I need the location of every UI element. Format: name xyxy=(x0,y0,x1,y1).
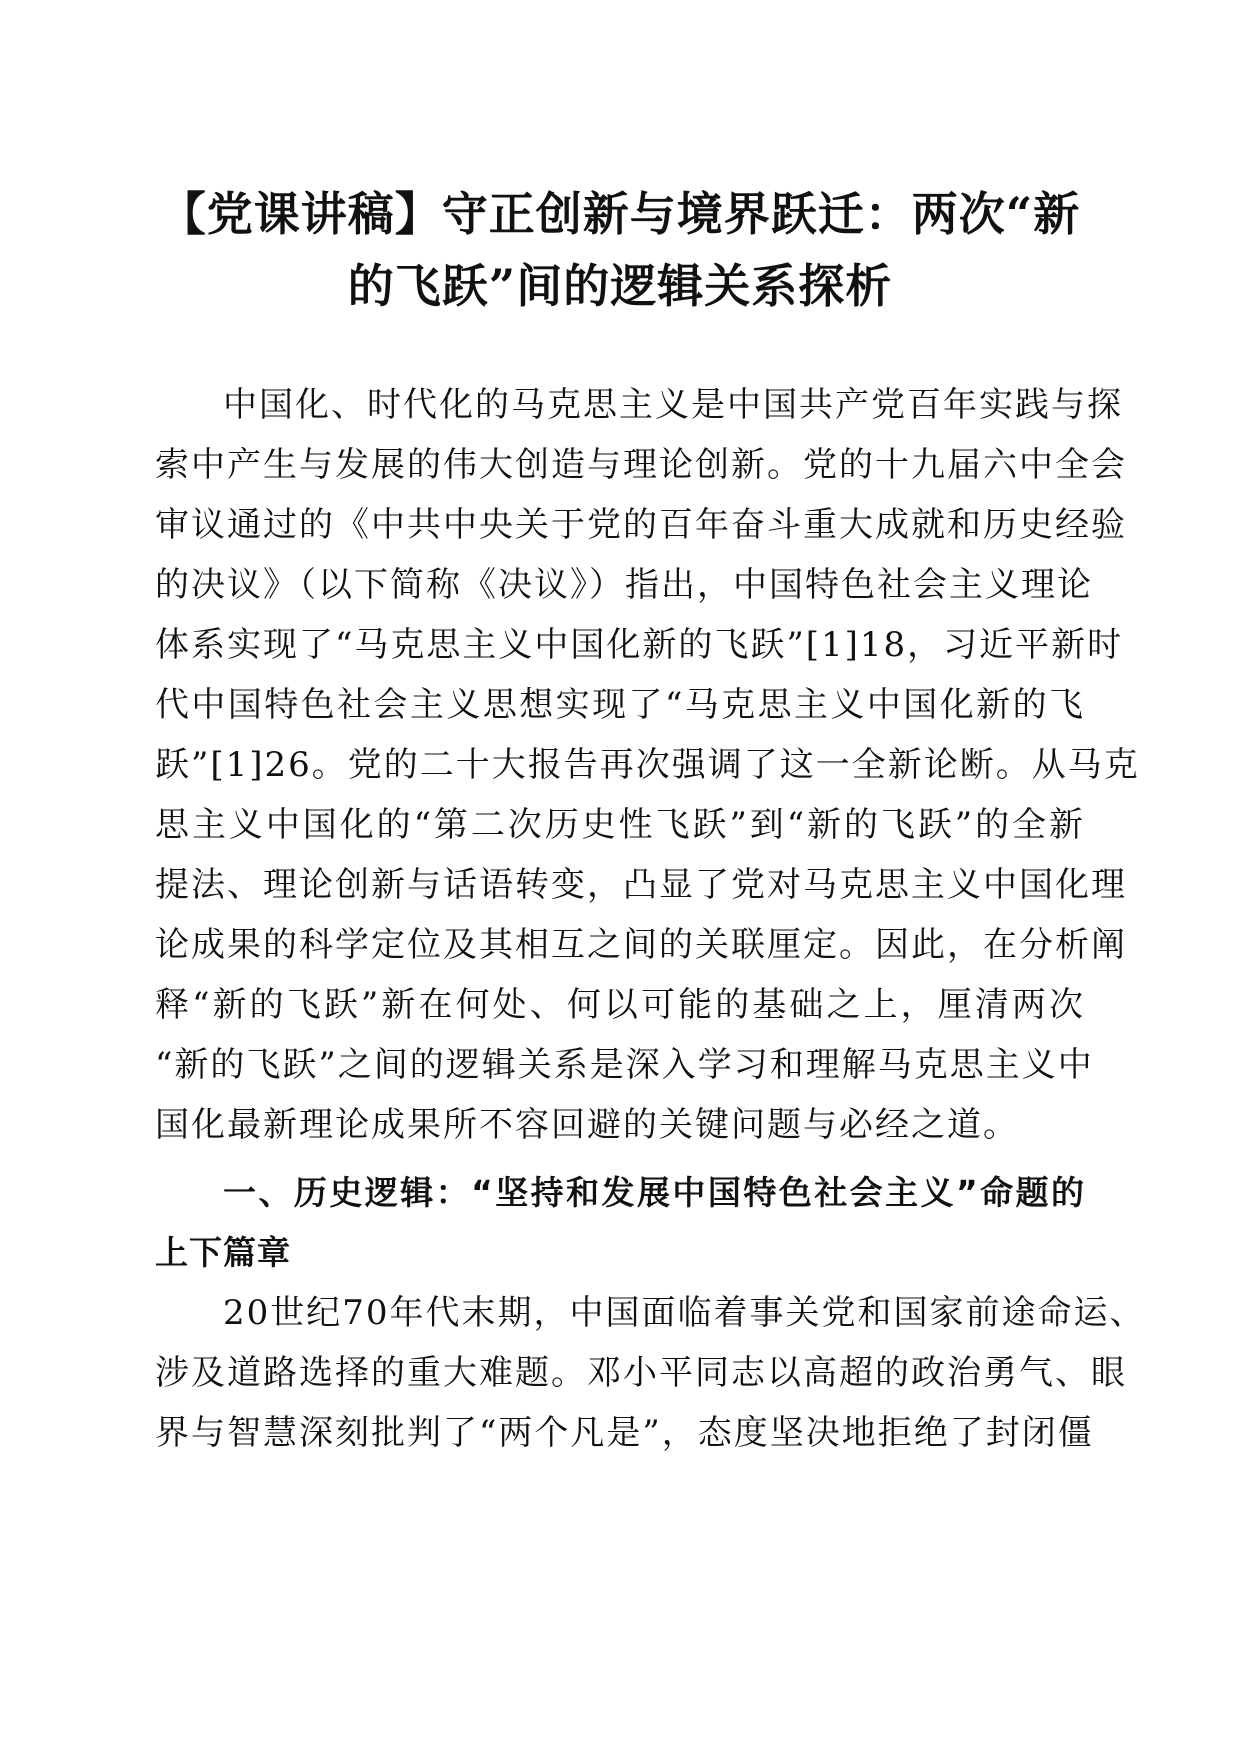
paragraph-line: 代中国特色社会主义思想实现了“马克思主义中国化新的飞 xyxy=(155,685,1085,725)
document-title xyxy=(150,178,1090,322)
paragraph-line: 释“新的飞跃”新在何处、何以可能的基础之上，厘清两次 xyxy=(155,985,1085,1025)
paragraph-line: 的决议》（以下简称《决议》）指出，中国特色社会主义理论 xyxy=(155,565,1093,605)
paragraph-line: 中国化、时代化的马克思主义是中国共产党百年实践与探 xyxy=(223,385,1123,425)
paragraph-line: 审议通过的《中共中央关于党的百年奋斗重大成就和历史经验 xyxy=(155,505,1127,545)
paragraph-line: 国化最新理论成果所不容回避的关键问题与必经之道。 xyxy=(155,1105,1019,1145)
paragraph-line: 界与智慧深刻批判了“两个凡是”，态度坚决地拒绝了封闭僵 xyxy=(155,1413,1094,1453)
paragraph-line: 索中产生与发展的伟大创造与理论创新。党的十九届六中全会 xyxy=(155,445,1127,485)
paragraph-line: 论成果的科学定位及其相互之间的关联厘定。因此，在分析阐 xyxy=(155,925,1127,965)
heading-line: 上下篇章 xyxy=(155,1233,291,1272)
section-paragraph xyxy=(155,1283,1146,1463)
title-line: 【党课讲稿】守正创新与境界跃迁：两次“新 xyxy=(159,187,1081,241)
paragraph-line: 思主义中国化的“第二次历史性飞跃”到“新的飞跃”的全新 xyxy=(155,805,1085,845)
section-heading xyxy=(155,1163,1085,1283)
paragraph-line: 体系实现了“马克思主义中国化新的飞跃”[1]18，习近平新时 xyxy=(155,625,1124,665)
paragraph-line: 跃”[1]26。党的二十大报告再次强调了这一全新论断。从马克 xyxy=(155,745,1140,785)
paragraph-line: 提法、理论创新与话语转变，凸显了党对马克思主义中国化理 xyxy=(155,865,1127,905)
document-body xyxy=(155,375,1146,1463)
paragraph-line: 20世纪70年代末期，中国面临着事关党和国家前途命运、 xyxy=(223,1293,1146,1333)
paragraph-line: 涉及道路选择的重大难题。邓小平同志以高超的政治勇气、眼 xyxy=(155,1353,1127,1393)
intro-paragraph xyxy=(155,375,1140,1155)
paragraph-line: “新的飞跃”之间的逻辑关系是深入学习和理解马克思主义中 xyxy=(155,1045,1094,1085)
title-line: 的飞跃”间的逻辑关系探析 xyxy=(347,259,893,313)
heading-line: 一、历史逻辑：“坚持和发展中国特色社会主义”命题的 xyxy=(223,1173,1085,1212)
